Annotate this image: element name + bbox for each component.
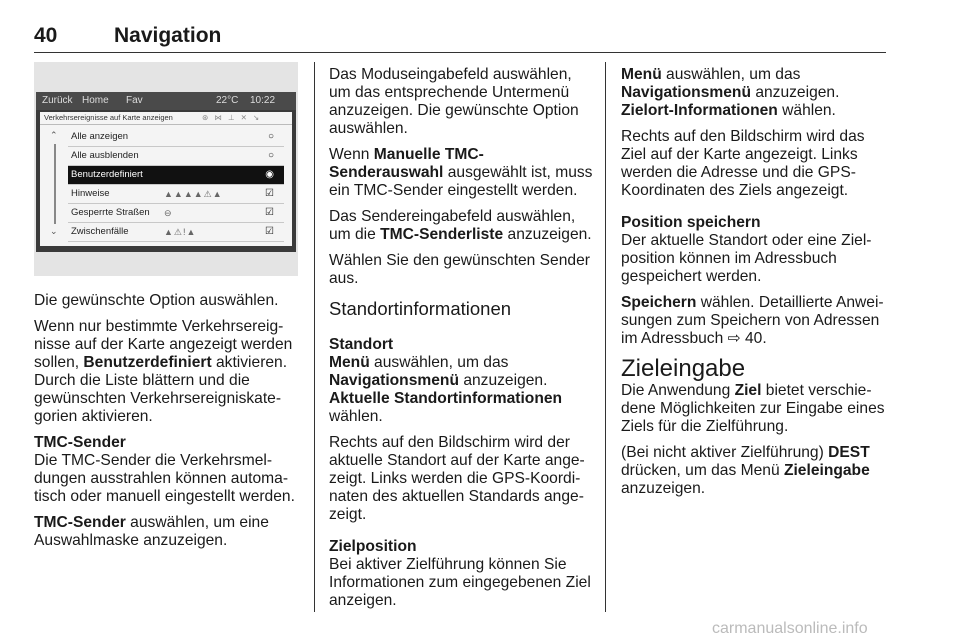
fav-button: Fav [126,95,143,106]
list-item: Hinweise ▲▲▲▲⚠▲ ☑ [68,185,284,204]
paragraph: Wenn Manuelle TMC-Senderauswahl ausgewählt ist, muss ein TMC-Sender eingestellt werden. [329,146,593,199]
back-button: Zurück [42,95,73,106]
column-divider [314,62,315,612]
checkbox-icon: ☑ [265,188,274,199]
page-number: 40 [34,24,58,47]
list-item: Alle ausblenden ○ [68,147,284,166]
radio-icon: ○ [267,150,274,161]
section-heading-standortinformationen: Standortinformationen [329,298,512,319]
panel-header [40,112,292,125]
paragraph: Speichern wählen. Detaillierte Anwei-sungen zum Speichern von Adressen im Adressbuch ⇨ 40. [621,294,884,347]
list-item: Gesperrte Straßen ⊖ ☑ [68,204,284,223]
checkbox-icon: ☑ [265,207,274,218]
checkbox-icon: ☑ [265,226,274,237]
list-item: Alle anzeigen ○ [68,128,284,147]
temperature: 22°C [216,95,239,106]
scroll-down-icon: ⌄ [50,226,58,236]
scroll-up-icon: ⌃ [50,130,58,140]
paragraph: Rechts auf den Bildschirm wird der aktuelle Standort auf der Karte ange-zeigt. Links werden die GPS-Koordi-naten des aktuellen Standards ange-zeigt. [329,434,585,523]
paragraph: TMC-Sender auswählen, um eine Auswahlmaske anzuzeigen. [34,514,269,549]
home-button: Home [82,95,109,106]
subheading-position-speichern: Position speichern [621,214,761,231]
infotainment-screenshot [34,62,298,276]
scrollbar [54,144,56,224]
list-item: Zwischenfälle ▲⚠!▲ ☑ [68,223,284,242]
watermark: carmanualsonline.info [712,620,868,637]
clock: 10:22 [250,95,276,106]
radio-icon: ○ [267,131,274,142]
paragraph: Der aktuelle Standort oder eine Ziel-position können im Adressbuch gespeichert werden. [621,232,872,285]
paragraph: Wenn nur bestimmte Verkehrsereig-nisse auf der Karte angezeigt werden sollen, Benutzerdefiniert aktivieren. Durch die Liste blättern und die gewünschten Verkehrsereigniskate-gorien aktivieren. [34,318,293,425]
display-screen [36,92,296,252]
section-heading-zieleingabe: Zieleingabe [621,355,746,382]
status-icons: ⊛ ⋈ ⊥ ✕ ↘ [202,113,262,122]
traffic-events-panel [40,112,292,246]
column-middle [329,66,593,618]
subheading-tmc-sender: TMC-Sender [34,434,126,451]
paragraph: (Bei nicht aktiver Zielführung) DEST drücken, um das Menü Zieleingabe anzuzeigen. [621,444,870,497]
page-header [34,24,886,53]
scroll-rail [48,130,62,242]
page-reference-link[interactable]: ⇨ 40. [727,330,767,347]
column-left [34,292,300,558]
road-closed-icon: ⊖ [164,208,173,218]
warning-icons: ▲▲▲▲⚠▲ [164,189,223,199]
option-list [68,128,284,242]
subheading-standort: Standort [329,336,394,353]
list-item-selected: Benutzerdefiniert ◉ [68,166,284,185]
paragraph: Bei aktiver Zielführung können Sie Informationen zum eingegebenen Ziel anzeigen. [329,556,591,609]
subheading-zielposition: Zielposition [329,538,417,555]
radio-selected-icon: ◉ [265,169,274,180]
paragraph: Menü auswählen, um das Navigationsmenü anzuzeigen. Aktuelle Standortinformationen wählen. [329,354,563,425]
status-bar [36,92,296,110]
column-right [621,66,889,506]
paragraph: Die TMC-Sender die Verkehrsmel-dungen ausstrahlen können automa-tisch oder manuell eingestellt werden. [34,452,295,505]
paragraph: Das Sendereingabefeld auswählen, um die TMC-Senderliste anzuzeigen. [329,208,592,243]
incident-icons: ▲⚠!▲ [164,227,197,237]
paragraph: Die Anwendung Ziel bietet verschie-dene Möglichkeiten zur Eingabe eines Ziels für die Zielführung. [621,382,885,435]
paragraph: Menü auswählen, um das Navigationsmenü anzuzeigen. Zielort-Informationen wählen. [621,66,840,119]
paragraph: Rechts auf den Bildschirm wird das Ziel auf der Karte angezeigt. Links werden die Adresse und die GPS-Koordinaten des Ziels angezeigt. [621,128,865,199]
page-title: Navigation [114,24,222,47]
panel-title: Verkehrsereignisse auf Karte anzeigen [44,113,173,122]
column-divider [605,62,606,612]
paragraph: Wählen Sie den gewünschten Sender aus. [329,252,590,287]
paragraph: Das Moduseingabefeld auswählen, um das entsprechende Untermenü anzuzeigen. Die gewünschte Option auswählen. [329,66,579,137]
paragraph: Die gewünschte Option auswählen. [34,292,279,309]
